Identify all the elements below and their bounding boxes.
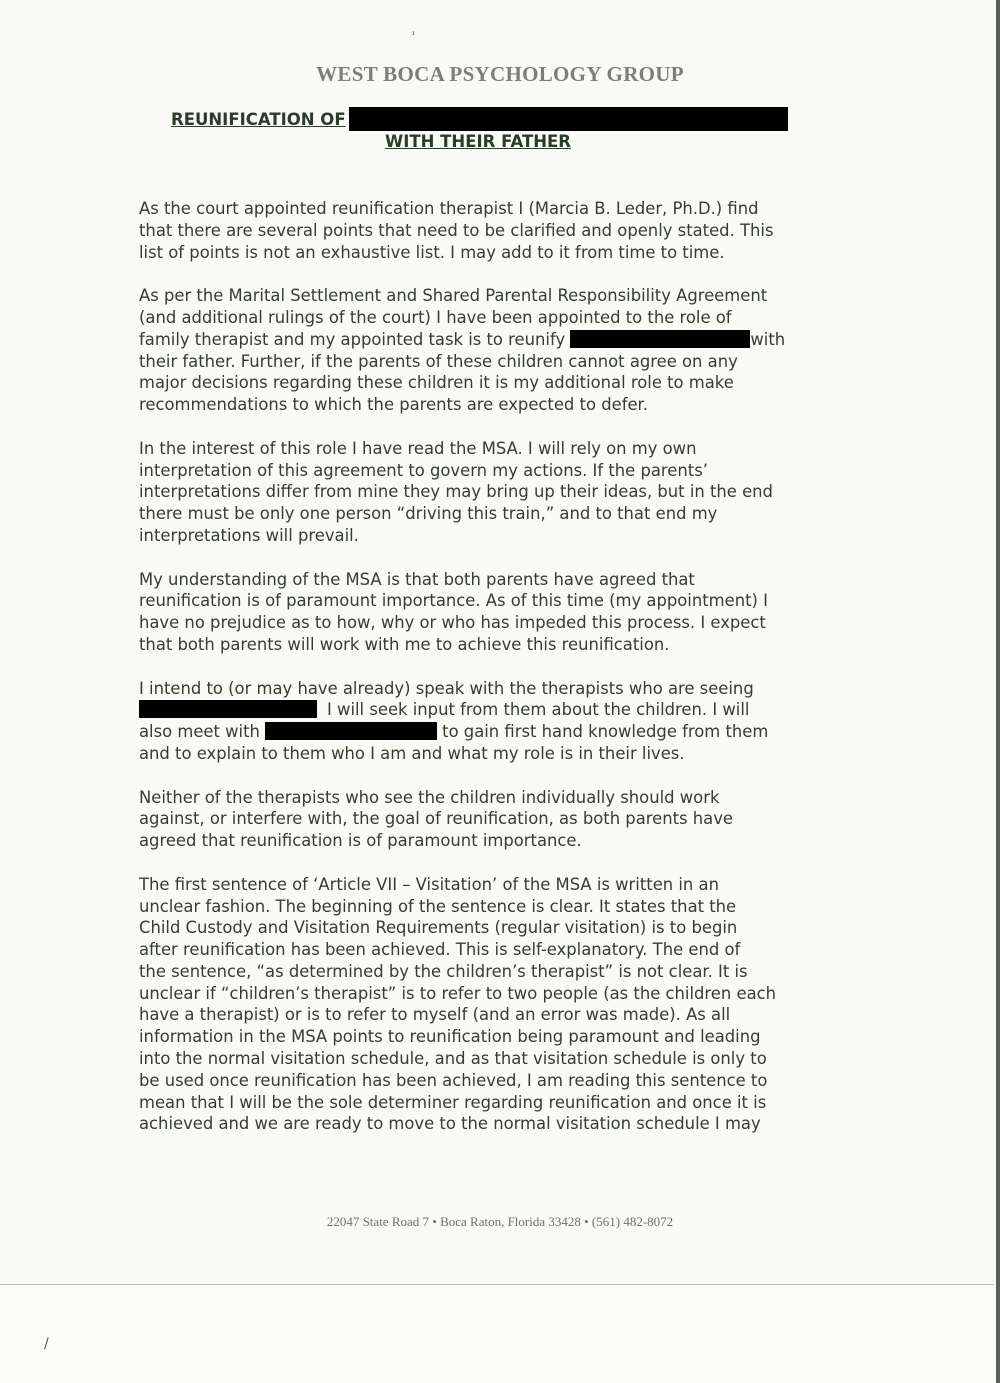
document-body — [139, 198, 859, 1157]
text-line: have no prejudice as to how, why or who has impeded this process. I expect — [139, 613, 766, 633]
text-line: after reunification has been achieved. This is self-explanatory. The end of — [139, 940, 741, 960]
text-line: As the court appointed reunification therapist I (Marcia B. Leder, Ph.D.) find — [139, 199, 759, 218]
text-line: My understanding of the MSA is that both parents have agreed that — [139, 569, 695, 589]
text-line: interpretation of this agreement to govern my actions. If the parents’ — [139, 460, 708, 480]
text-line: (and additional rulings of the court) I have been appointed to the role of — [139, 307, 732, 327]
text-fragment: with — [750, 329, 786, 349]
text-line: As per the Marital Settlement and Shared Parental Responsibility Agreement — [139, 286, 768, 306]
text-line: their father. Further, if the parents of these children cannot agree on any — [139, 351, 738, 371]
redaction-block — [265, 722, 437, 740]
title-prefix: REUNIFICATION OF — [171, 110, 346, 129]
text-line: unclear if “children’s therapist” is to refer to two people (as the children each — [139, 983, 777, 1003]
text-line: recommendations to which the parents are expected to defer. — [139, 395, 648, 415]
text-line: major decisions regarding these children it is my additional role to make — [139, 373, 734, 393]
text-line: agreed that reunification is of paramount importance. — [139, 831, 582, 851]
text-line: information in the MSA points to reunification being paramount and leading — [139, 1027, 761, 1047]
scan-edge — [996, 0, 1000, 1383]
text-line: reunification is of paramount importance. As of this time (my appointment) I — [139, 591, 768, 611]
scan-speck: ᶦ — [412, 28, 416, 42]
footer-address: 22047 State Road 7 • Boca Raton, Florida 33428 • (561) 482-8072 — [326, 1214, 674, 1229]
text-line: achieved and we are ready to move to the normal visitation schedule I may — [139, 1114, 761, 1134]
text-line: In the interest of this role I have read the MSA. I will rely on my own — [139, 438, 697, 458]
text-line: interpretations differ from mine they may bring up their ideas, but in the end — [139, 482, 773, 502]
text-line: and to explain to them who I am and what my role is in their lives. — [139, 743, 685, 763]
text-line: I intend to (or may have already) speak with the therapists who are seeing — [139, 678, 754, 698]
text-line: against, or interfere with, the goal of reunification, as both parents have — [139, 809, 733, 829]
text-line: have a therapist) or is to refer to myself (and an error was made). As all — [139, 1005, 731, 1025]
redaction-block — [139, 700, 317, 718]
text-line — [139, 329, 859, 351]
paragraph-5 — [139, 678, 859, 765]
paragraph-2 — [139, 285, 859, 416]
redaction-block — [570, 330, 750, 348]
text-fragment: I will seek input from them about the children. I will — [327, 700, 750, 720]
text-line: mean that I will be the sole determiner regarding reunification and once it is — [139, 1092, 767, 1112]
text-line: be used once reunification has been achieved, I am reading this sentence to — [139, 1070, 768, 1090]
text-line: list of points is not an exhaustive list. I may add to it from time to time. — [139, 242, 725, 262]
text-line: the sentence, “as determined by the children’s therapist” is not clear. It is — [139, 961, 748, 981]
text-fragment: family therapist and my appointed task is to reunify — [139, 329, 566, 349]
text-line: into the normal visitation schedule, and as that visitation schedule is only to — [139, 1049, 767, 1069]
text-line: Child Custody and Visitation Requirements (regular visitation) is to begin — [139, 918, 738, 938]
scan-mark: / — [44, 1336, 49, 1352]
text-line: interpretations will prevail. — [139, 525, 359, 545]
text-line: unclear fashion. The beginning of the sentence is clear. It states that the — [139, 896, 737, 916]
text-line: that both parents will work with me to achieve this reunification. — [139, 634, 670, 654]
paragraph-6 — [139, 787, 859, 852]
document-title-line2: WITH THEIR FATHER — [385, 132, 571, 151]
text-line — [139, 721, 859, 743]
text-line: The first sentence of ‘Article VII – Visitation’ of the MSA is written in an — [139, 874, 719, 894]
paragraph-4 — [139, 569, 859, 656]
text-line: there must be only one person “driving this train,” and to that end my — [139, 504, 718, 524]
paragraph-3 — [139, 438, 859, 547]
text-line: that there are several points that need to be clarified and openly stated. This — [139, 220, 774, 240]
text-line — [139, 699, 859, 721]
text-fragment: to gain first hand knowledge from them — [442, 722, 769, 742]
document-title-line1 — [171, 110, 788, 131]
paragraph-7 — [139, 874, 859, 1136]
text-line: Neither of the therapists who see the children individually should work — [139, 787, 720, 807]
redaction-block — [349, 107, 788, 131]
letterhead: WEST BOCA PSYCHOLOGY GROUP — [316, 62, 684, 86]
paragraph-1 — [139, 198, 859, 263]
text-fragment: also meet with — [139, 722, 260, 742]
